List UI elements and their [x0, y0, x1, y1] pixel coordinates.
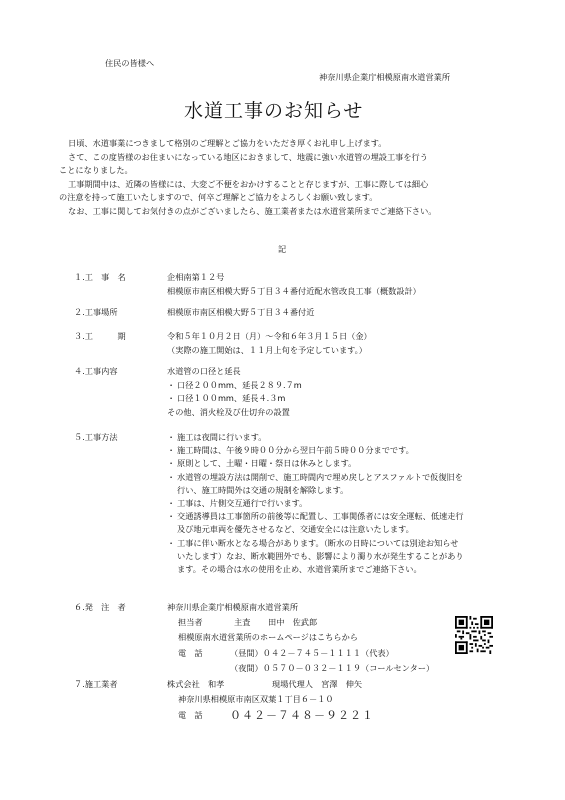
period-dates: 令和５年１０月２日（月）～令和６年３月１５日（金） — [167, 331, 372, 341]
qr-code-icon[interactable] — [455, 616, 493, 654]
project-title: 相模原市南区相模大野５丁目３４番付近配水管改良工事（概数設計） — [167, 285, 421, 296]
location-text: 相模原市南区相模大野５丁目３４番付近 — [167, 307, 315, 317]
list-item-line: 及び地元車両を優先させるなど、交通安全には注意いたします。 — [177, 524, 414, 535]
list-item-line: 行い、施工時間外は交通の規制を解除します。 — [177, 484, 349, 495]
list-item — [167, 537, 464, 577]
intro-line: なお、工事に関してお気付きの点がございましたら、施工業者または水道営業所までご連絡下さい。 — [68, 205, 437, 216]
intro-line: 日頃、水道事業につきまして格別のご理解とご協力をいただき厚くお礼申し上げます。 — [68, 138, 387, 148]
section-label: ４.工事内容 — [74, 366, 118, 376]
list-item — [167, 497, 464, 510]
period-note: （実際の施工開始は、１１月上旬を予定しています。） — [167, 344, 367, 355]
contractor-row — [167, 677, 374, 692]
list-item-line: ・ 工事は、片側交互通行で行います。 — [177, 498, 308, 509]
tel-day: （昼間）０４２－７４５－１１１１（代表） — [230, 647, 394, 658]
staff-label: 担当者 — [178, 617, 203, 628]
tel-row-night — [167, 661, 434, 676]
intro-line: ことになりました。 — [59, 165, 133, 175]
list-item: ・ 口径１００mm、延長４.３m — [167, 392, 302, 406]
list-item-line: いたします）なお、断水範囲外でも、影響により濁り水が発生することがあり — [177, 550, 464, 561]
tel-label: 電 話 — [178, 647, 203, 658]
list-item-line: ・ 施工時間は、午後９時００分から翌日午前５時００分までです。 — [177, 445, 414, 456]
list-item — [167, 471, 464, 497]
list-item — [167, 431, 464, 444]
tel-row-day — [167, 646, 434, 661]
addressee: 住民の皆様へ — [105, 58, 155, 68]
homepage-note[interactable]: 相模原南水道営業所のホームページはこちらから — [178, 632, 358, 643]
ki-heading: 記 — [278, 244, 287, 254]
intro-paragraph — [59, 137, 436, 218]
section-label: ６.発 注 者 — [74, 602, 126, 612]
contractor-tel-row — [167, 708, 374, 723]
content-lead: 水道管の口径と延長 — [167, 366, 241, 376]
list-item-line: ・ 原則として、土曜・日曜・祭日は休みとします。 — [177, 458, 357, 469]
section-label: ３.工 期 — [74, 331, 126, 341]
contractor-address: 神奈川県相模原市南区双葉１丁目６－１０ — [178, 694, 334, 705]
section-label: ２.工事場所 — [74, 307, 118, 317]
section-label: ５.工事方法 — [74, 432, 118, 442]
list-item — [167, 510, 464, 536]
project-number: 企相南第１２号 — [167, 272, 225, 282]
section-label: ７.施工業者 — [74, 679, 118, 689]
staff-row — [167, 615, 434, 630]
staff-role: 主査 — [234, 617, 251, 628]
tel-night: （夜間）０５７０－０３２－１１９（コールセンター） — [230, 662, 435, 673]
intro-line: の注意を持って施工いたしますので、何卒ご理解とご協力をよろしくお願い致します。 — [59, 192, 378, 202]
tel-label: 電 話 — [178, 709, 203, 720]
contractor-company: 株式会社 和孝 — [167, 679, 225, 689]
content-tail: その他、消火栓及び仕切弁の設置 — [167, 406, 290, 417]
staff-name: 田中 佐武郎 — [268, 617, 318, 628]
issuer: 神奈川県企業庁相模原南水道営業所 — [319, 72, 451, 82]
orderer-org: 神奈川県企業庁相模原南水道営業所 — [167, 602, 299, 612]
list-item-line: ・ 水道管の埋設方法は開削で、施工時間内で埋め戻しとアスファルトで仮復旧を — [177, 471, 463, 482]
list-item — [167, 444, 464, 457]
list-item-line: ・ 工事に伴い断水となる場合があります。（断水の日時については別途お知らせ — [177, 537, 459, 548]
contractor-agent: 現場代理人 宮澤 伸矢 — [272, 679, 363, 689]
contractor-tel: ０４２－７４８－９２２１ — [230, 708, 374, 722]
list-item: ・ 口径２００mm、延長２８９.７m — [167, 379, 302, 393]
section-label: １.工 事 名 — [74, 272, 126, 282]
list-item — [167, 457, 464, 470]
list-item-line: ます。その場合は水の使用を止め、水道営業所までご連絡下さい。 — [177, 564, 422, 575]
list-item-line: ・ 交通誘導員は工事箇所の前後等に配置し、工事関係者には安全運転、低速走行 — [177, 511, 464, 522]
intro-line: さて、この度皆様のお住まいになっている地区におきまして、地震に強い水道管の埋設工事を行う — [68, 151, 428, 162]
page-title: 水道工事のお知らせ — [184, 100, 364, 122]
intro-line: 工事期間中は、近隣の皆様には、大変ご不便をおかけすることと存じますが、工事に際しては細心 — [68, 178, 429, 189]
list-item-line: ・ 施工は夜間に行います。 — [177, 432, 267, 442]
